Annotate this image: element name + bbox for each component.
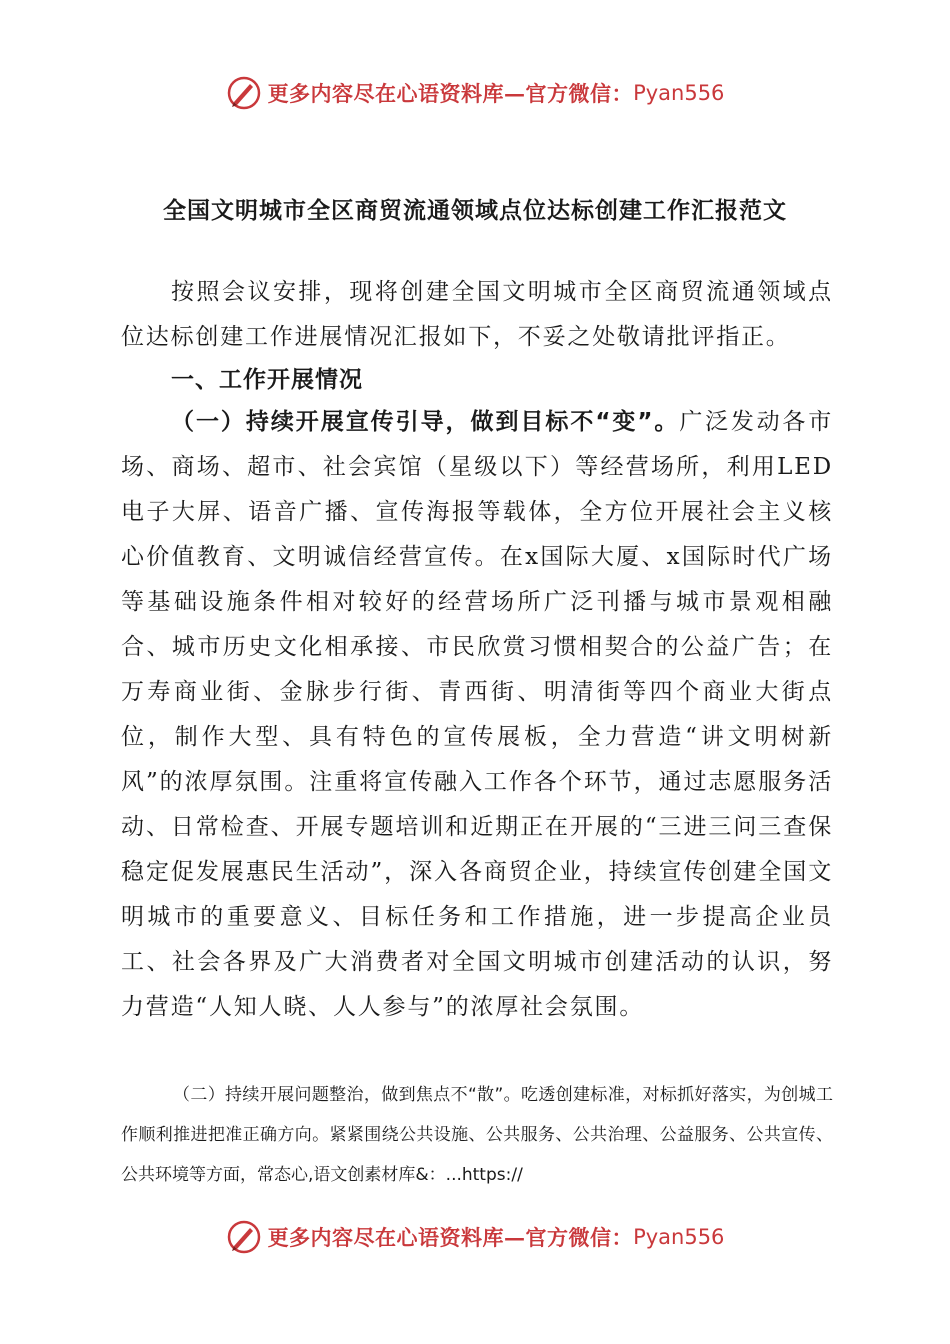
section-2-paragraph: （二）持续开展问题整治，做到焦点不“散”。吃透创建标准，对标抓好落实，为创城工作顺利推进把准正确方向。紧紧围绕公共设施、公共服务、公共治理、公益服务、公共宣传、公共环境等方面，常态心,语文创素材库&：...https:// xyxy=(121,1085,833,1185)
section-heading: 一、工作开展情况 xyxy=(171,367,363,393)
banner-text: 更多内容尽在心语资料库—官方微信： xyxy=(267,81,634,106)
footer-watermark-banner xyxy=(0,1212,950,1262)
header-watermark-banner xyxy=(0,68,950,118)
banner-text: 更多内容尽在心语资料库—官方微信： xyxy=(267,1225,634,1250)
intro-paragraph: 按照会议安排，现将创建全国文明城市全区商贸流通领域点位达标创建工作进展情况汇报如下，不妥之处敬请批评指正。 xyxy=(121,279,833,350)
section-1-body: 广泛发动各市场、商场、超市、社会宾馆（星级以下）等经营场所，利用LED电子大屏、语音广播、宣传海报等载体，全方位开展社会主义核心价值教育、文明诚信经营宣传。在x国际大厦、x国际时代广场等基础设施条件相对较好的经营场所广泛刊播与城市景观相融合、城市历史文化相承接、市民欣赏习惯相契合的公益广告；在万寿商业街、金脉步行街、青西街、明清街等四个商业大街点位，制作大型、具有特色的宣传展板，全力营造“讲文明树新风”的浓厚氛围。注重将宣传融入工作各个环节，通过志愿服务活动、日常检查、开展专题培训和近期正在开展的“三进三问三查保稳定促发展惠民生活动”，深入各商贸企业，持续宣传创建全国文明城市的重要意义、目标任务和工作措施，进一步提高企业员工、社会各界及广大消费者对全国文明城市创建活动的认识，努力营造“人知人晓、人人参与”的浓厚社会氛围。 xyxy=(121,409,833,1020)
banner-wechat-id: Pyan556 xyxy=(633,1225,725,1249)
document-title: 全国文明城市全区商贸流通领域点位达标创建工作汇报范文 xyxy=(163,197,787,224)
section-1-paragraph xyxy=(121,400,833,1030)
pen-logo-icon xyxy=(226,75,262,111)
banner-wechat-id: Pyan556 xyxy=(633,81,725,105)
pen-logo-icon xyxy=(226,1219,262,1255)
section-1-lead: （一）持续开展宣传引导，做到目标不“变”。 xyxy=(171,409,680,435)
